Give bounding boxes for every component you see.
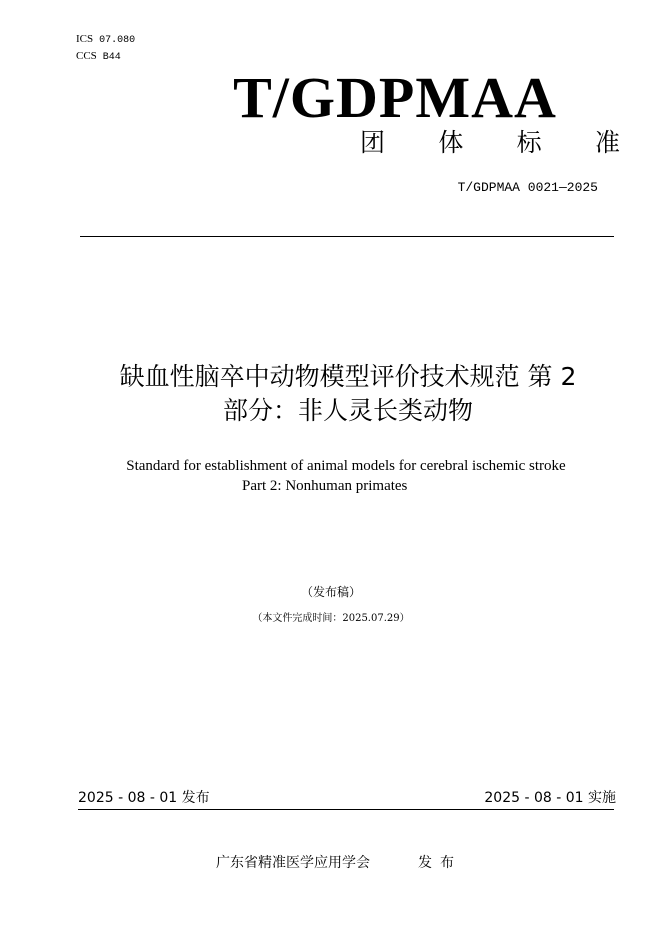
ccs-code: B44 bbox=[102, 52, 121, 63]
issue-date: 2025 - 08 - 01 发布 bbox=[78, 790, 210, 806]
implementation-date: 2025 - 08 - 01 实施 bbox=[484, 790, 616, 806]
completion-date-note: （本文件完成时间：2025.07.29） bbox=[252, 613, 410, 624]
organization-code-logo: T/GDPMAA bbox=[233, 65, 557, 130]
chinese-title-line-2: 部分：非人灵长类动物 bbox=[222, 396, 473, 425]
english-title-line-1: Standard for establishment of animal models for cerebral ischemic stroke bbox=[126, 458, 566, 474]
chinese-title-line-1: 缺血性脑卒中动物模型评价技术规范 第 2 bbox=[119, 362, 577, 391]
publish-word: 发布 bbox=[418, 855, 462, 871]
header-divider bbox=[80, 236, 614, 237]
draft-status: （发布稿） bbox=[300, 585, 361, 599]
standard-number: T/GDPMAA 0021—2025 bbox=[457, 180, 598, 195]
standard-type bbox=[360, 128, 620, 158]
standard-type-char: 体 bbox=[438, 128, 464, 157]
ics-code: 07.080 bbox=[99, 35, 136, 46]
ccs-classification bbox=[76, 49, 121, 65]
ics-label: ICS bbox=[76, 33, 94, 45]
english-title bbox=[80, 456, 612, 496]
standard-type-char: 标 bbox=[516, 128, 542, 157]
ccs-label: CCS bbox=[76, 50, 97, 62]
standard-type-char: 准 bbox=[594, 128, 620, 157]
footer-divider bbox=[78, 809, 614, 810]
publisher-name: 广东省精准医学应用学会 bbox=[216, 855, 370, 871]
english-title-line-2: Part 2: Nonhuman primates bbox=[242, 478, 408, 494]
standard-type-char: 团 bbox=[360, 128, 386, 157]
chinese-title bbox=[60, 360, 636, 428]
ics-classification bbox=[76, 32, 135, 48]
